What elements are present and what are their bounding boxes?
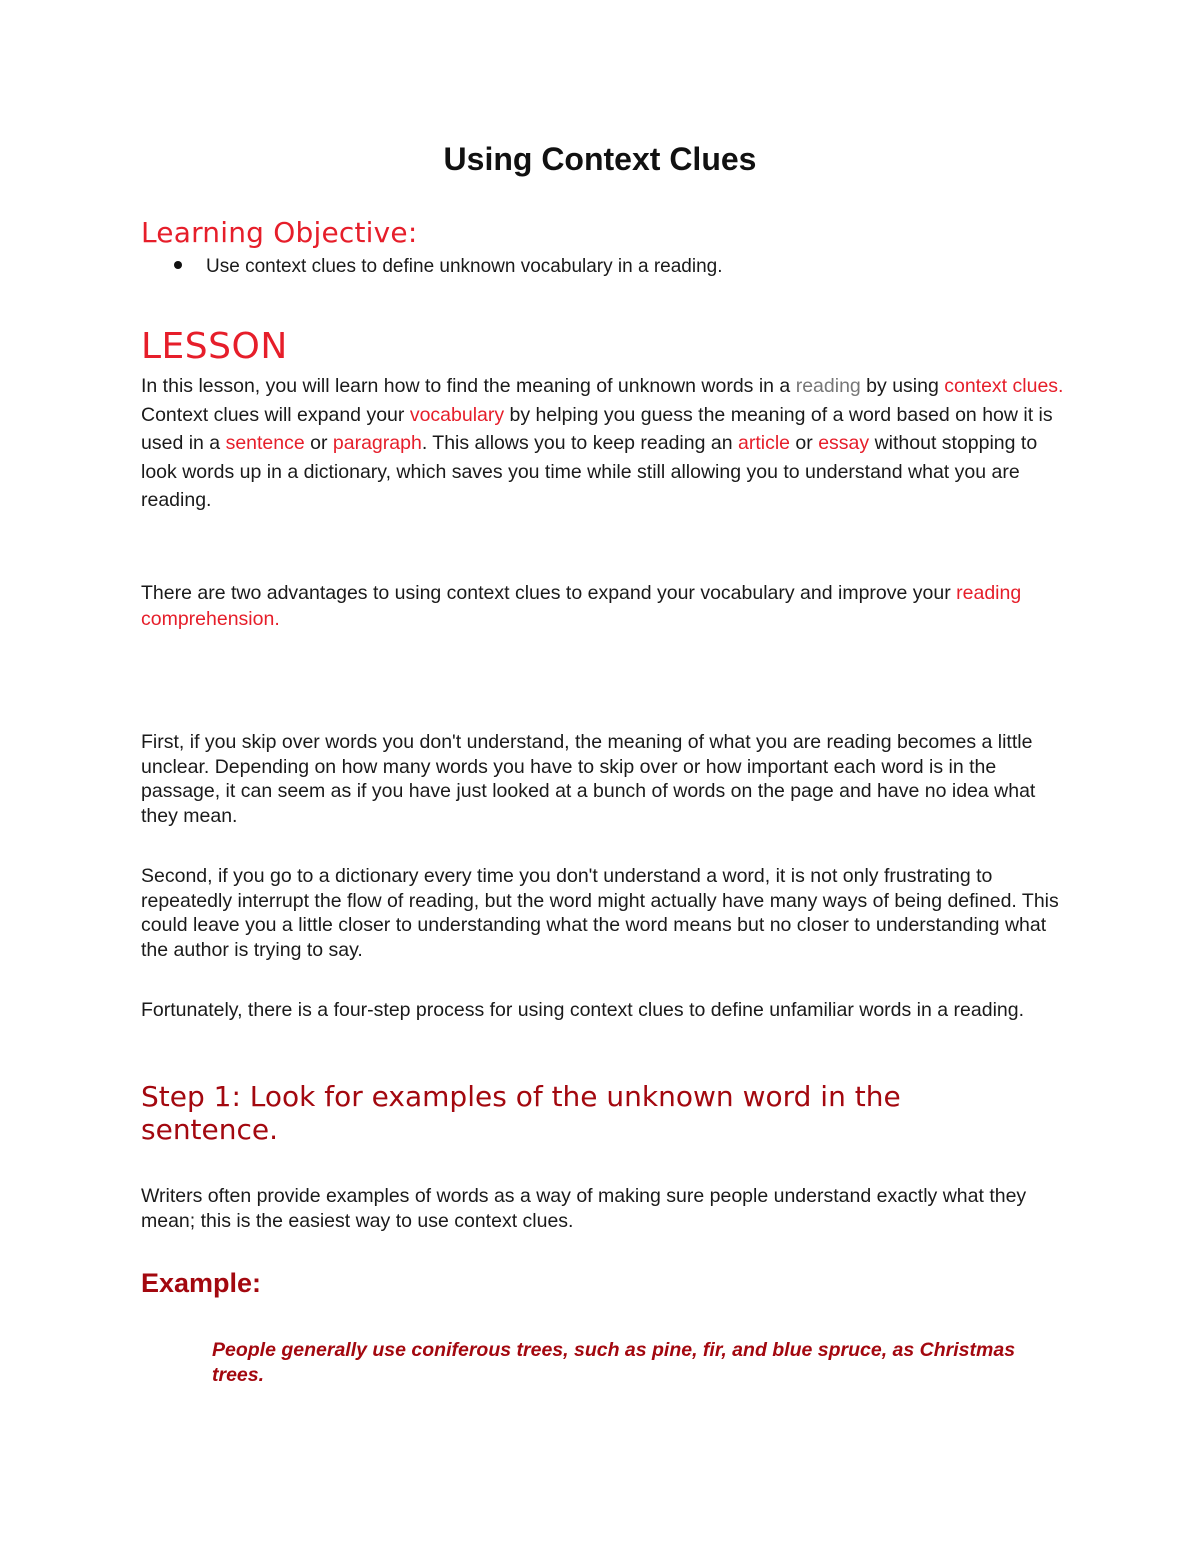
keyword-reading-comprehension: reading comprehension.: [141, 582, 1022, 630]
lesson-intro-paragraph: [141, 372, 1071, 515]
advantages-paragraph: [141, 580, 1071, 632]
keyword-essay: essay: [818, 432, 870, 454]
second-advantage-paragraph: Second, if you go to a dictionary every time you don't understand a word, it is not only frustrating to repeatedly interrupt the flow of reading, but the word might actually have many ways of being defined. This could leave you a little closer to understanding what the word means but no closer to understanding what the author is trying to say.: [141, 865, 1059, 961]
keyword-article: article: [737, 432, 791, 454]
keyword-context-clues: context clues.: [944, 375, 1064, 397]
keyword-sentence: sentence: [225, 432, 305, 454]
advantages-text: There are two advantages to using context clues to expand your vocabulary and improve your: [141, 582, 957, 604]
page-title: Using Context Clues: [443, 141, 757, 177]
intro-text: by helping you guess the meaning of a word based on how it is used in a: [141, 403, 1053, 454]
intro-text: without stopping to look words up in a dictionary, which saves you time while still allowing you to understand what you are reading.: [141, 432, 1038, 511]
four-step-intro-paragraph: Fortunately, there is a four-step process for using context clues to define unfamiliar words in a reading.: [141, 999, 1025, 1021]
bullet-text: Use context clues to define unknown vocabulary in a reading.: [206, 256, 723, 277]
learning-objective-bullet: [174, 256, 722, 278]
example-heading: Example:: [141, 1268, 262, 1298]
learning-objective-heading: Learning Objective:: [141, 216, 418, 249]
keyword-paragraph: paragraph: [332, 432, 422, 454]
intro-text: Context clues will expand your: [141, 403, 410, 426]
intro-text: In this lesson, you will learn how to find the meaning of unknown words in a: [141, 375, 796, 397]
intro-text: or: [790, 432, 819, 454]
first-advantage-paragraph: First, if you skip over words you don't understand, the meaning of what you are reading becomes a little unclear. Depending on how many words you have to skip over or how important each word is in the passage, it can seem as if you have just looked at a bunch of words on the page and have no idea what they mean.: [141, 731, 1036, 827]
step-1-heading: Step 1: Look for examples of the unknown word in the sentence.: [141, 1080, 901, 1146]
intro-text: or: [304, 432, 333, 454]
keyword-vocabulary: vocabulary: [409, 403, 505, 426]
lesson-heading: LESSON: [141, 326, 288, 367]
example-sentence: People generally use coniferous trees, such as pine, fir, and blue spruce, as Christmas trees.: [212, 1339, 1016, 1386]
intro-text: . This allows you to keep reading an: [421, 432, 738, 454]
step-1-body: Writers often provide examples of words as a way of making sure people understand exactly what they mean; this is the easiest way to use context clues.: [141, 1185, 1027, 1232]
bullet-icon: [174, 261, 182, 269]
intro-text: by using: [860, 375, 945, 397]
keyword-reading: reading: [795, 375, 861, 397]
